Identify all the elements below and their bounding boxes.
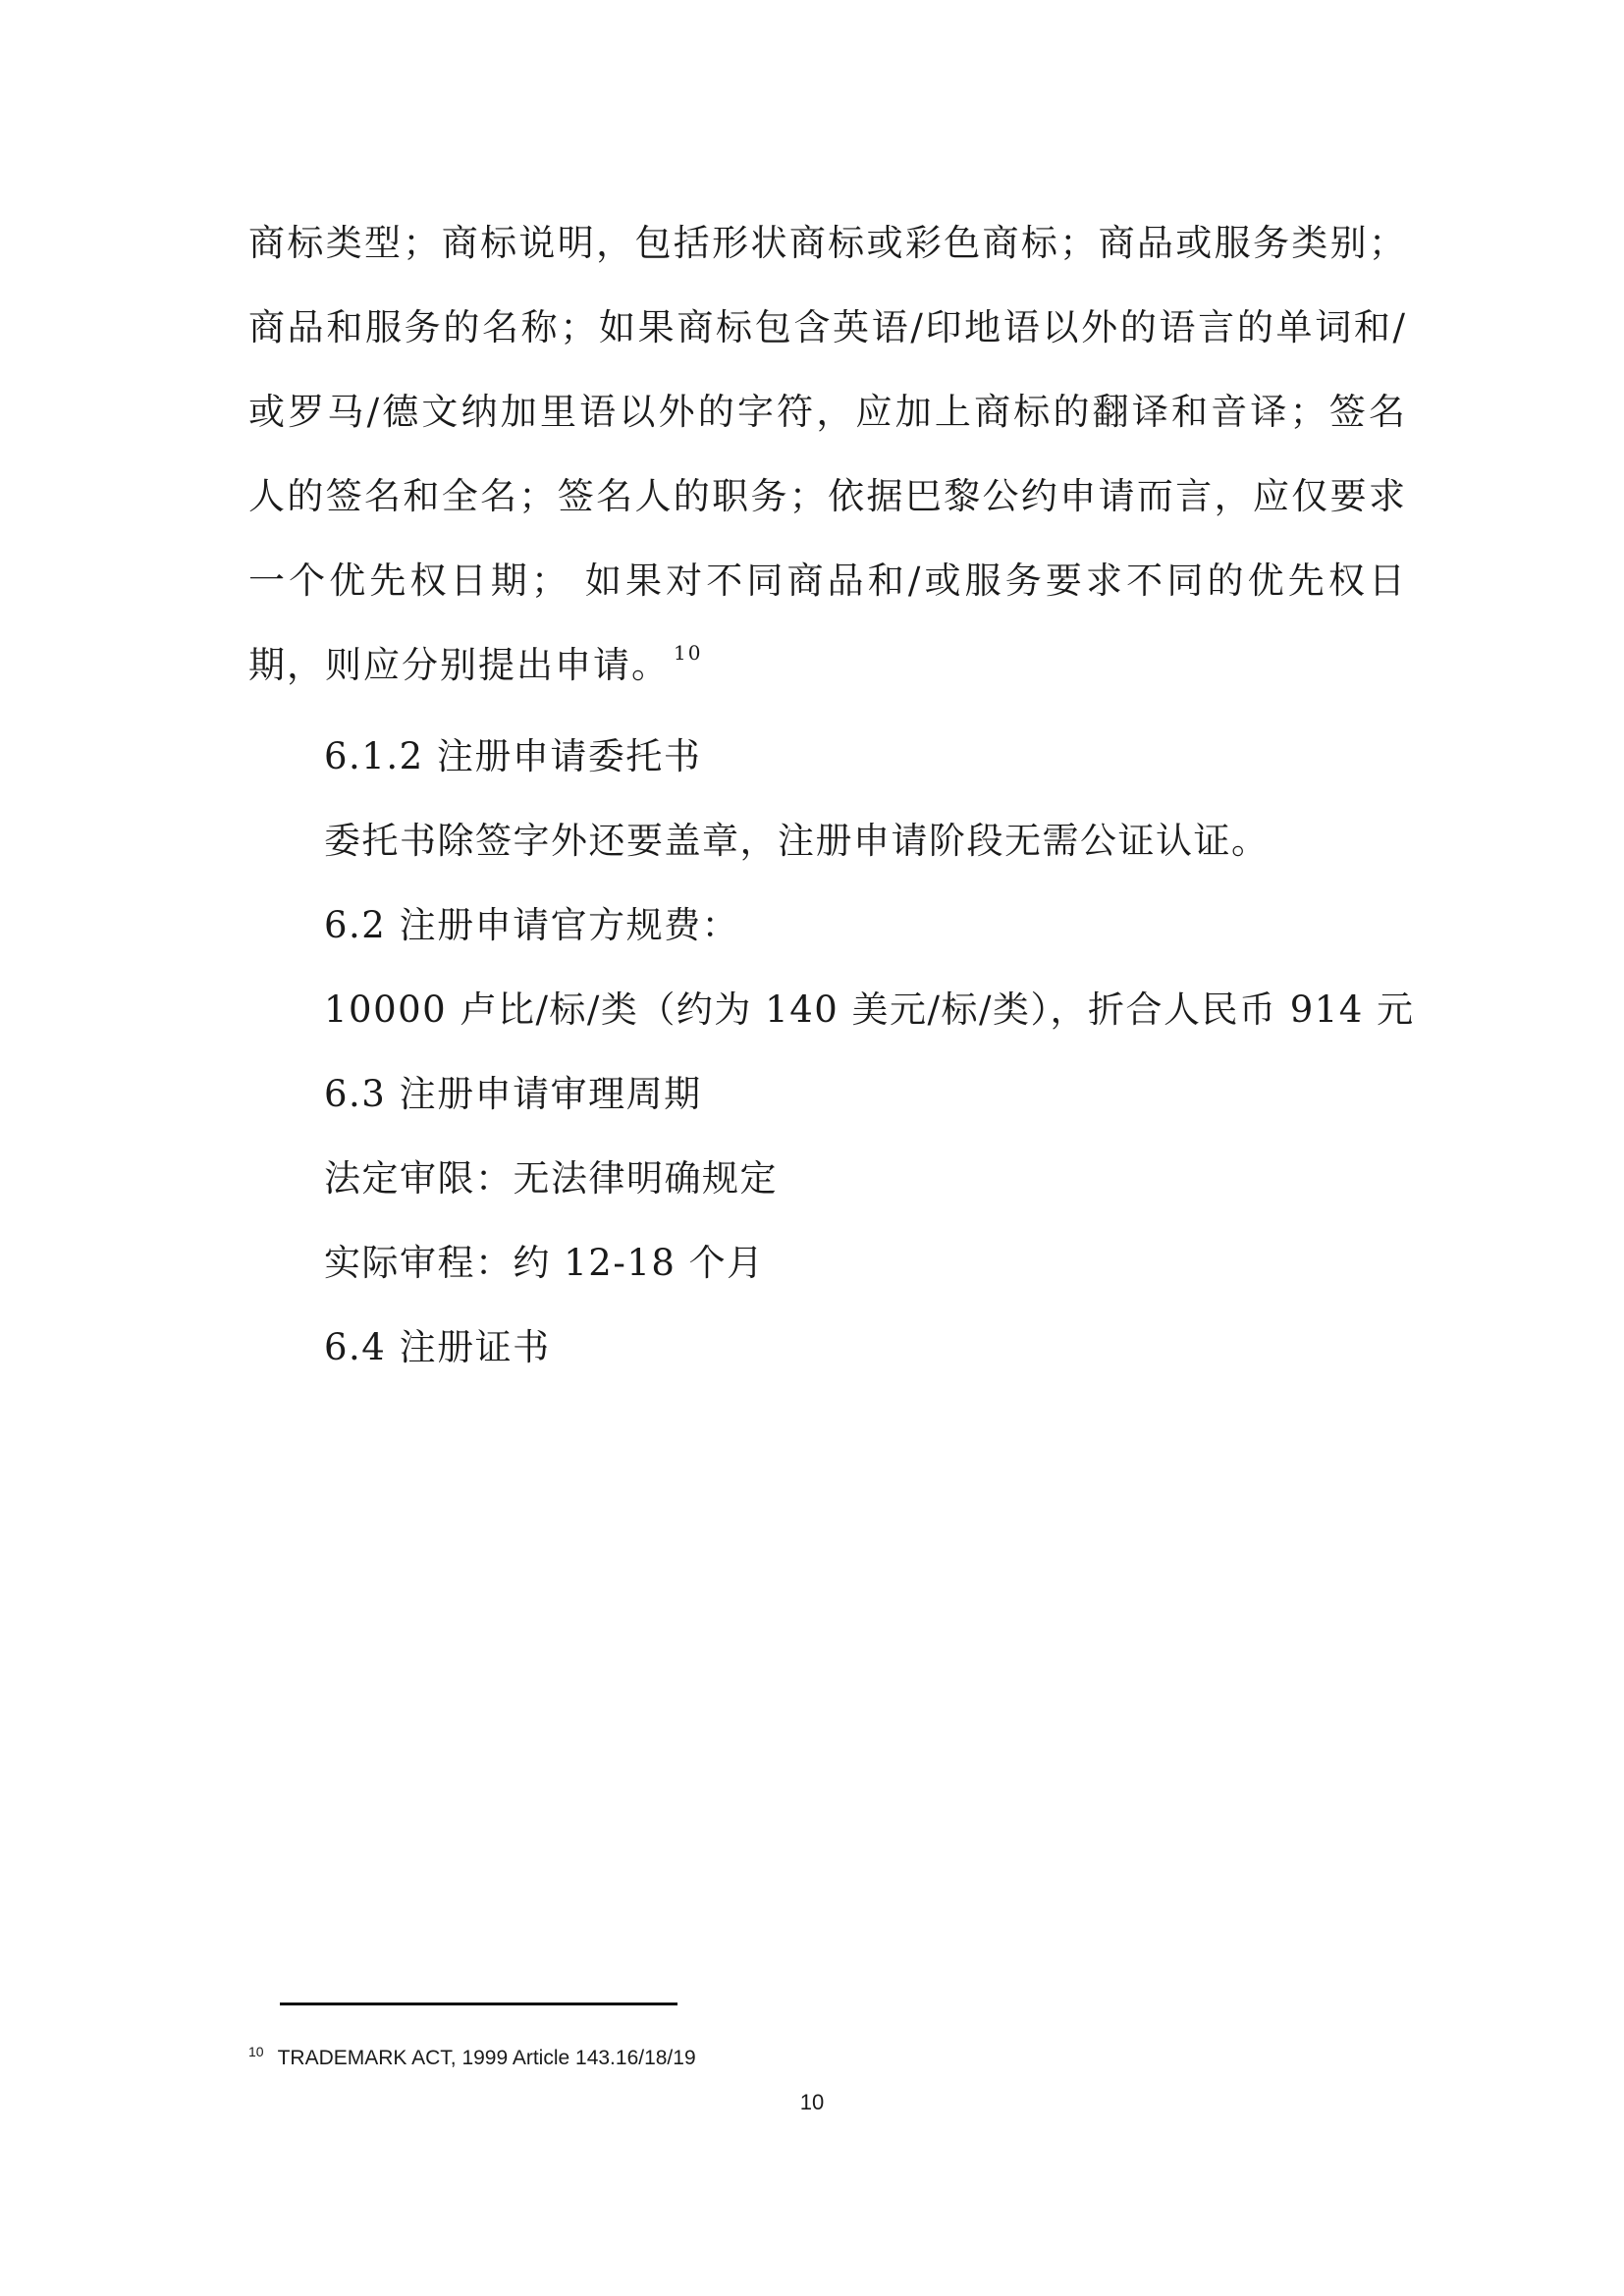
section-heading-6-2: 6.2 注册申请官方规费：	[324, 904, 740, 946]
section-body-6-2: 10000 卢比/标/类（约为 140 美元/标/类），折合人民币 914 元	[324, 988, 1415, 1031]
section-body-6-1-2: 委托书除签字外还要盖章，注册申请阶段无需公证认证。	[324, 820, 1270, 862]
footnote-separator	[280, 2002, 677, 2005]
footnote-reference[interactable]: 10	[674, 641, 703, 665]
footnote	[248, 2038, 696, 2072]
section-heading-6-3: 6.3 注册申请审理周期	[324, 1073, 702, 1115]
section-heading-6-4: 6.4 注册证书	[324, 1326, 551, 1368]
intro-paragraph	[248, 201, 1407, 708]
page-number: 10	[799, 2090, 825, 2114]
actual-period-text: 实际审程：约 12-18 个月	[324, 1242, 765, 1284]
footnote-text: TRADEMARK ACT, 1999 Article 143.16/18/19	[277, 2047, 696, 2069]
statutory-period-text: 法定审限：无法律明确规定	[324, 1157, 778, 1200]
footnote-mark: 10	[248, 2044, 264, 2059]
section-heading-6-1-2: 6.1.2 注册申请委托书	[324, 735, 702, 777]
intro-paragraph-text: 商标类型；商标说明，包括形状商标或彩色商标；商品或服务类别；商品和服务的名称；如果商标包含英语/印地语以外的语言的单词和/或罗马/德文纳加里语以外的字符，应加上商标的翻译和音译；签名人的签名和全名；签名人的职务；依据巴黎公约申请而言，应仅要求一个优先权日期； 如果对不同商品和/或服务要求不同的优先权日期，则应分别提出申请。	[248, 222, 1407, 686]
